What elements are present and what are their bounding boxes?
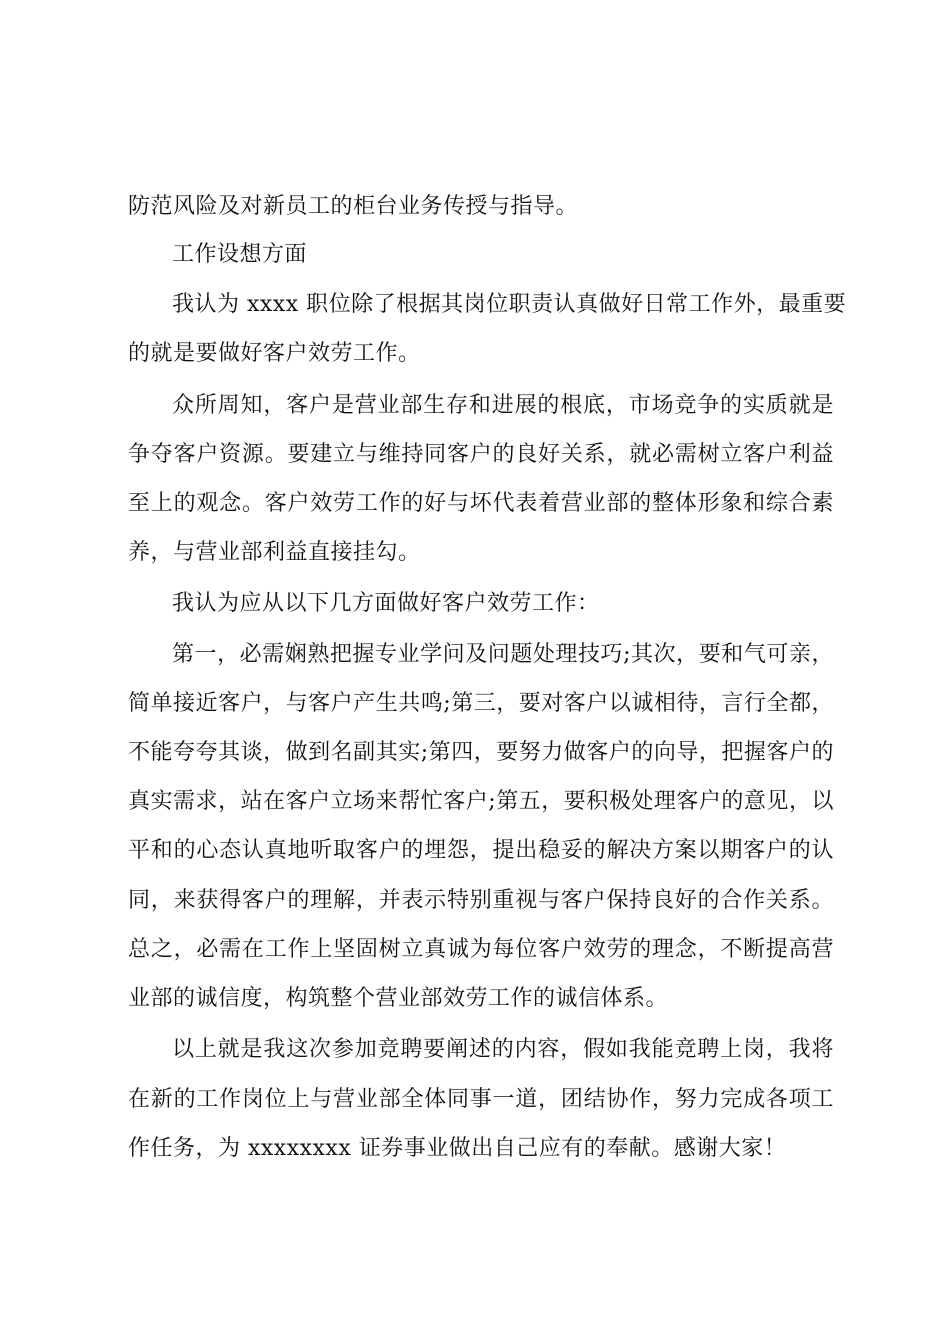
text-line: 不能夸夸其谈，做到名副其实;第四，要努力做客户的向导，把握客户的: [128, 740, 834, 765]
text-line: 简单接近客户，与客户产生共鸣;第三，要对客户以诚相待，言行全都，: [128, 691, 834, 716]
text-line: 防范风险及对新员工的柜台业务传授与指导。: [128, 194, 579, 219]
text-line: 养，与营业部利益直接挂勾。: [128, 540, 421, 565]
text-line: 业部的诚信度，构筑整个营业部效劳工作的诚信体系。: [128, 986, 669, 1011]
text-line: 以上就是我这次参加竞聘要阐述的内容，假如我能竞聘上岗，我将: [172, 1037, 834, 1062]
text-line: 平和的心态认真地听取客户的埋怨，提出稳妥的解决方案以期客户的认: [128, 838, 834, 863]
text-line: 争夺客户资源。要建立与维持同客户的良好关系，就必需树立客户利益: [128, 442, 834, 467]
text-line: 在新的工作岗位上与营业部全体同事一道，团结协作，努力完成各项工: [128, 1087, 834, 1112]
section-heading: 工作设想方面: [172, 242, 308, 267]
text-line: 我认为应从以下几方面做好客户效劳工作：: [172, 591, 600, 616]
text-line: 众所周知，客户是营业部生存和进展的根底，市场竞争的实质就是: [172, 393, 834, 418]
text-line: 至上的观念。客户效劳工作的好与坏代表着营业部的整体形象和综合素: [128, 491, 834, 516]
text-line: 真实需求，站在客户立场来帮忙客户;第五，要积极处理客户的意见，以: [128, 789, 834, 814]
text-line: 第一，必需娴熟把握专业学问及问题处理技巧;其次，要和气可亲，: [172, 642, 834, 667]
text-line: 同，来获得客户的理解，并表示特别重视与客户保持良好的合作关系。: [128, 888, 834, 913]
text-line: 我认为 xxxx 职位除了根据其岗位职责认真做好日常工作外，最重要: [172, 292, 847, 317]
text-line: 的就是要做好客户效劳工作。: [128, 341, 421, 366]
text-line: 作任务，为 xxxxxxxx 证券事业做出自己应有的奉献。感谢大家！: [128, 1136, 787, 1161]
text-line: 总之，必需在工作上坚固树立真诚为每位客户效劳的理念，不断提高营: [128, 937, 834, 962]
